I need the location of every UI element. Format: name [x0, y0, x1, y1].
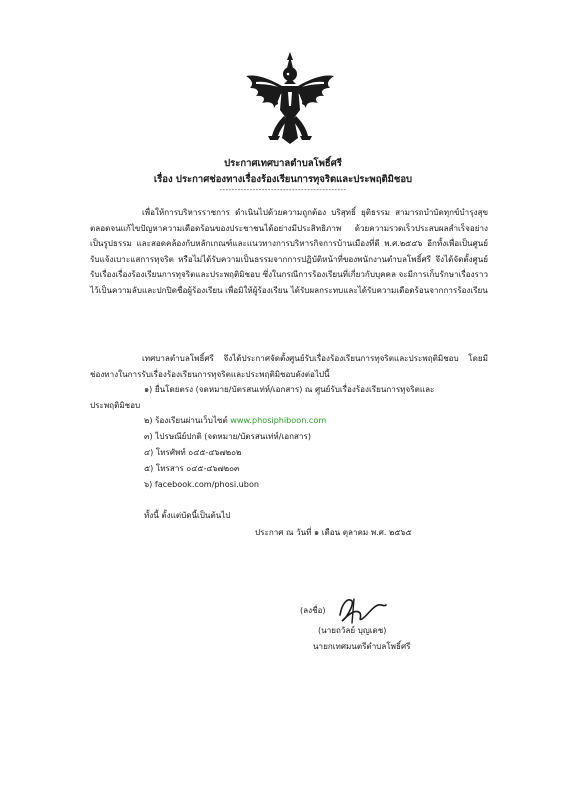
channel-item-post: ๓) ไปรษณีย์ปกติ (จดหมาย/บัตรสนเท่ห์/เอกสาร) [144, 431, 312, 441]
channel-item-direct-cont: ประพฤติมิชอบ [90, 400, 141, 410]
sign-label: (ลงชื่อ) [300, 605, 326, 615]
channel-item-fax: ๕) โทรสาร ๐๔๕-๔๖๗๒๐๓ [144, 463, 240, 473]
channel-item-facebook: ๖) facebook.com/phosi.ubon [144, 479, 260, 489]
title-separator: ------------------------------------------ [219, 186, 347, 194]
garuda-emblem-icon [244, 48, 336, 148]
paragraph-purpose: เพื่อให้การบริหารราชการ ดำเนินไปด้วยความถูกต้อง บริสุทธิ์ ยุติธรรม สามารถบำบัดทุกข์บำรุงสุขตลอดจนแก้ไขปัญหาความเดือดร้อนของประชาชนได้อย่างมีประสิทธิภาพ ด้วยความรวดเร็วประสบผลสำเร็จอย่างเป็นรูปธรรม และสอดคล้องกับหลักเกณฑ์และแนวทางการบริหารกิจการบ้านเมืองที่ดี พ.ศ.๒๕๔๖ อีกทั้งเพื่อเป็นศูนย์รับแจ้งเบาะแสการทุจริต หรือไม่ได้รับความเป็นธรรมจากการปฏิบัติหน้าที่ของพนักงานตำบลโพธิ์ศรี จึงได้จัดตั้งศูนย์รับเรื่องเรื่องร้องเรียนการทุจริตและประพฤติมิชอบ ซึ่งในกรณีการร้องเรียนที่เกี่ยวกับบุคคล จะมีการเก็บรักษาเรื่องราวไว้เป็นความลับและปกปิดชื่อผู้ร้องเรียน เพื่อมิให้ผู้ร้องเรียน ได้รับผลกระทบและได้รับความเดือดร้อนจากการร้องเรียน [90, 207, 488, 295]
website-link[interactable]: www.phosiphiboon.com [230, 415, 327, 425]
channel-item-phone: ๔) โทรศัพท์ ๐๔๕-๔๖๗๒๐๒ [144, 447, 242, 457]
announcement-date: ประกาศ ณ วันที่ ๑ เดือน ตุลาคม พ.ศ. ๒๕๖๕ [255, 527, 412, 537]
paragraph-channels-intro: เทศบาลตำบลโพธิ์ศรี จึงได้ประกาศจัดตั้งศูนย์รับเรื่องร้องเรียนการทุจริตและประพฤติมิชอบ โดยมีช่องทางในการรับเรื่องร้องเรียนการทุจริตและประพฤติมิชอบดังต่อไปนี้ [90, 353, 488, 379]
signer-position: นายกเทศมนตรีตำบลโพธิ์ศรี [313, 641, 411, 651]
signature-icon [332, 593, 392, 627]
announcement-title: ประกาศเทศบาลตำบลโพธิ์ศรี [224, 158, 342, 169]
signer-name: (นายถวัลย์ บุญเดช) [318, 625, 387, 635]
announcement-subject: เรื่อง ประกาศช่องทางเรื่องร้องเรียนการทุจริตและประพฤติมิชอบ [153, 174, 413, 185]
channel-item-website: ๒) ร้องเรียนผ่านเว็บไซต์ www.phosiphiboon.com [144, 415, 327, 425]
channel-item-direct: ๑) ยื่นโดยตรง (จดหมาย/บัตรสนเท่ห์/เอกสาร) ณ ศูนย์รับเรื่องร้องเรียนการทุจริตและ [144, 384, 435, 394]
effective-statement: ทั้งนี้ ตั้งแต่บัดนี้เป็นต้นไป [144, 510, 231, 520]
